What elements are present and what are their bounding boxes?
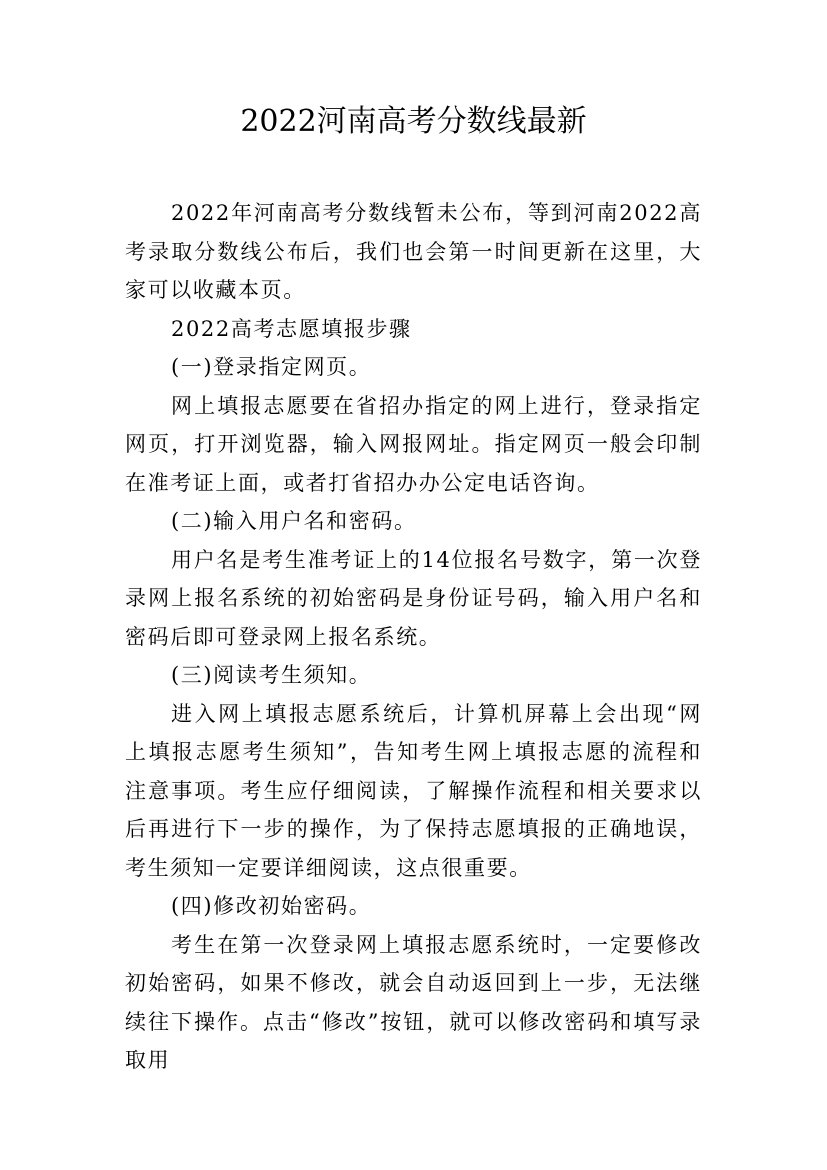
paragraph-step-4-body: 考生在第一次登录网上填报志愿系统时，一定要修改初始密码，如果不修改，就会自动返回到上一步，无法继续往下操作。点击“修改”按钮，就可以修改密码和填写录取用 (125, 932, 702, 1072)
paragraph-step-1-heading: (一)登录指定网页。 (171, 355, 372, 379)
paragraph-step-4-heading: (四)修改初始密码。 (171, 894, 372, 918)
paragraph-step-2-body: 用户名是考生准考证上的14位报名号数字，第一次登录网上报名系统的初始密码是身份证号码，输入用户名和密码后即可登录网上报名系统。 (125, 547, 702, 649)
paragraph-intro: 2022年河南高考分数线暂未公布，等到河南2022高考录取分数线公布后，我们也会第一时间更新在这里，大家可以收藏本页。 (125, 201, 702, 302)
document-body (125, 194, 702, 1080)
paragraph-step-3-heading: (三)阅读考生须知。 (171, 663, 372, 687)
paragraph-steps-heading: 2022高考志愿填报步骤 (171, 316, 412, 341)
paragraph-step-1-body: 网上填报志愿要在省招办指定的网上进行，登录指定网页，打开浏览器，输入网报网址。指定网页一般会印制在准考证上面，或者打省招办办公定电话咨询。 (125, 393, 702, 495)
document-title: 2022河南高考分数线最新 (240, 104, 587, 139)
paragraph-step-3-body: 进入网上填报志愿系统后，计算机屏幕上会出现“网上填报志愿考生须知”，告知考生网上填报志愿的流程和注意事项。考生应仔细阅读，了解操作流程和相关要求以后再进行下一步的操作，为了保持志愿填报的正确地误，考生须知一定要详细阅读，这点很重要。 (125, 701, 702, 880)
paragraph-step-2-heading: (二)输入用户名和密码。 (171, 509, 417, 533)
